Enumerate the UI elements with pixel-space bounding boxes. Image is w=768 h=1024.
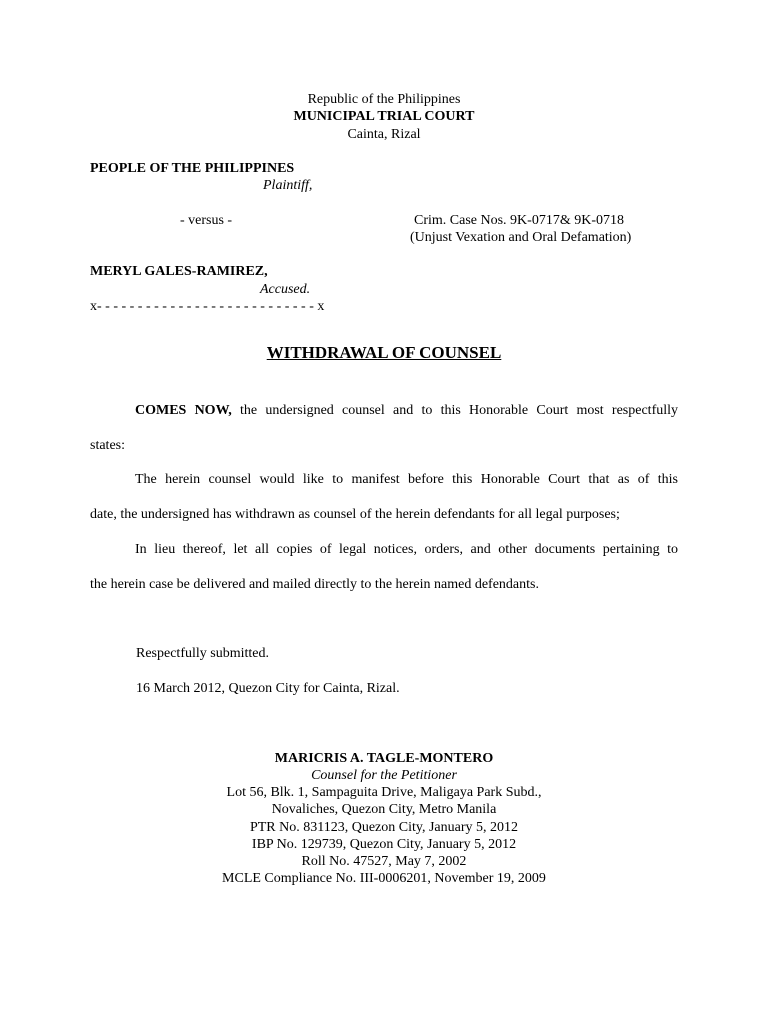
caption-separator: x- - - - - - - - - - - - - - - - - - - - - - - - - - - x [90, 299, 325, 314]
paragraph-3-line-1: In lieu thereof, let all copies of legal notices, orders, and other documents pertaining to [135, 542, 678, 557]
case-nature: (Unjust Vexation and Oral Defamation) [410, 230, 632, 245]
ibp-number: IBP No. 129739, Quezon City, January 5, 2012 [251, 837, 517, 852]
court-location: Cainta, Rizal [347, 127, 421, 142]
versus-label: - versus - [180, 213, 233, 228]
counsel-name: MARICRIS A. TAGLE-MONTERO [274, 751, 494, 766]
paragraph-3-line-2: the herein case be delivered and mailed directly to the herein named defendants. [90, 577, 539, 592]
closing-line: Respectfully submitted. [136, 646, 269, 661]
counsel-title: Counsel for the Petitioner [311, 768, 457, 783]
mcle-number: MCLE Compliance No. III-0006201, November 19, 2009 [222, 871, 546, 886]
counsel-address-2: Novaliches, Quezon City, Metro Manila [271, 802, 497, 817]
accused-role: Accused. [260, 282, 311, 297]
plaintiff-role: Plaintiff, [263, 178, 313, 193]
paragraph-1-line-1 [90, 402, 678, 419]
case-numbers: Crim. Case Nos. 9K-0717& 9K-0718 [414, 213, 624, 228]
republic-heading: Republic of the Philippines [307, 92, 461, 107]
comes-now-lead: COMES NOW, [135, 403, 232, 418]
counsel-address-1: Lot 56, Blk. 1, Sampaguita Drive, Maligaya Park Subd., [226, 785, 542, 800]
plaintiff-name: PEOPLE OF THE PHILIPPINES [90, 161, 295, 176]
court-heading: MUNICIPAL TRIAL COURT [293, 109, 475, 124]
document-title: WITHDRAWAL OF COUNSEL [266, 343, 502, 362]
ptr-number: PTR No. 831123, Quezon City, January 5, 2012 [249, 820, 519, 835]
paragraph-2-line-2: date, the undersigned has withdrawn as counsel of the herein defendants for all legal purposes; [90, 507, 620, 522]
accused-name: MERYL GALES-RAMIREZ, [90, 264, 268, 279]
roll-number: Roll No. 47527, May 7, 2002 [301, 854, 467, 869]
paragraph-2-line-1: The herein counsel would like to manifest before this Honorable Court that as of this [135, 472, 678, 487]
date-place: 16 March 2012, Quezon City for Cainta, Rizal. [136, 681, 400, 696]
paragraph-1-line-2: states: [90, 438, 125, 453]
paragraph-1-text: the undersigned counsel and to this Honorable Court most respectfully [240, 403, 679, 418]
